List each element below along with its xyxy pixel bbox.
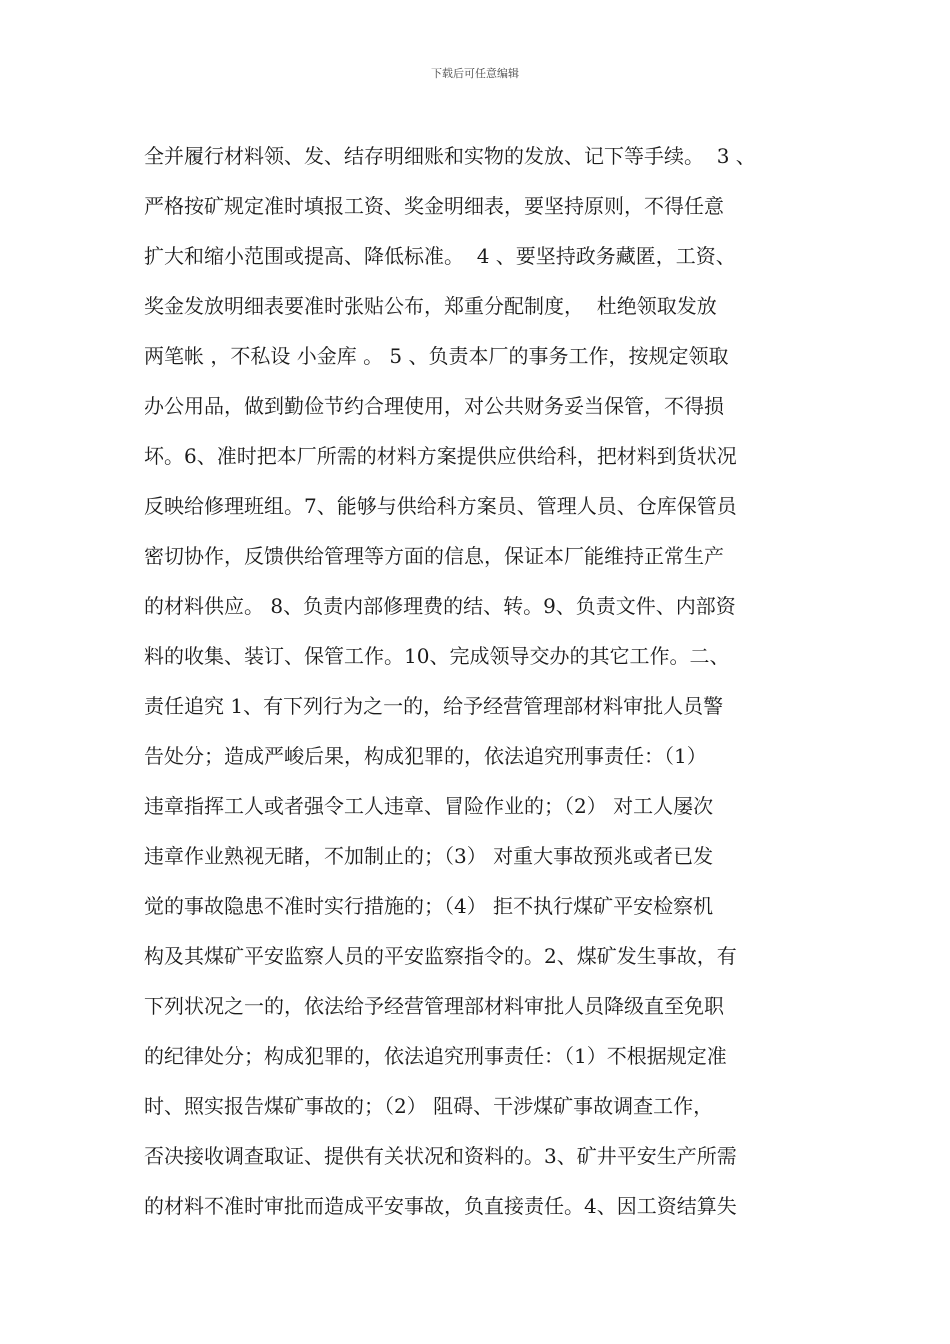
text-line: 时、照实报告煤矿事故的；（2） 阻碍、干涉煤矿事故调查工作，	[144, 1094, 714, 1118]
text-line: 办公用品，做到勤俭节约合理使用，对公共财务妥当保管，不得损	[144, 394, 724, 418]
text-line: 觉的事故隐患不准时实行措施的；（4） 拒不执行煤矿平安检察机	[144, 894, 714, 918]
text-line: 料的收集、装订、保管工作。10、完成领导交办的其它工作。二、	[144, 644, 730, 668]
text-line: 责任追究 1、有下列行为之一的，给予经营管理部材料审批人员警	[144, 694, 724, 718]
text-line: 严格按矿规定准时填报工资、奖金明细表，要坚持原则，不得任意	[144, 194, 724, 218]
text-line: 的纪律处分；构成犯罪的，依法追究刑事责任：（1）不根据规定准	[144, 1044, 727, 1068]
text-line: 两笔帐 ，不私设 小金库 。 5 、负责本厂的事务工作，按规定领取	[144, 344, 729, 368]
text-line: 的材料不准时审批而造成平安事故，负直接责任。4、因工资结算失	[144, 1194, 737, 1218]
text-line: 否决接收调查取证、提供有关状况和资料的。3、矿井平安生产所需	[144, 1144, 737, 1168]
text-line: 违章作业熟视无睹，不加制止的；（3） 对重大事故预兆或者已发	[144, 844, 714, 868]
text-line: 坏。6、准时把本厂所需的材料方案提供应供给科，把材料到货状况	[144, 444, 737, 468]
text-line: 扩大和缩小范围或提高、降低标准。 4 、要坚持政务藏匿，工资、	[144, 244, 736, 268]
text-line: 密切协作，反馈供给管理等方面的信息，保证本厂能维持正常生产	[144, 544, 724, 568]
text-line: 反映给修理班组。7、能够与供给科方案员、管理人员、仓库保管员	[144, 494, 737, 518]
text-line: 告处分；造成严峻后果，构成犯罪的，依法追究刑事责任：（1）	[144, 744, 707, 768]
text-line: 全并履行材料领、发、结存明细账和实物的发放、记下等手续。 3 、	[144, 144, 756, 168]
text-line: 下列状况之一的，依法给予经营管理部材料审批人员降级直至免职	[144, 994, 724, 1018]
text-line: 构及其煤矿平安监察人员的平安监察指令的。2、煤矿发生事故，有	[144, 944, 737, 968]
text-line: 违章指挥工人或者强令工人违章、冒险作业的；（2） 对工人屡次	[144, 794, 714, 818]
document-body	[144, 131, 824, 1231]
text-line: 奖金发放明细表要准时张贴公布，郑重分配制度， 杜绝领取发放	[144, 294, 717, 318]
page-header: 下载后可任意编辑	[431, 67, 519, 80]
text-line: 的材料供应。 8、负责内部修理费的结、转。9、负责文件、内部资	[144, 594, 736, 618]
